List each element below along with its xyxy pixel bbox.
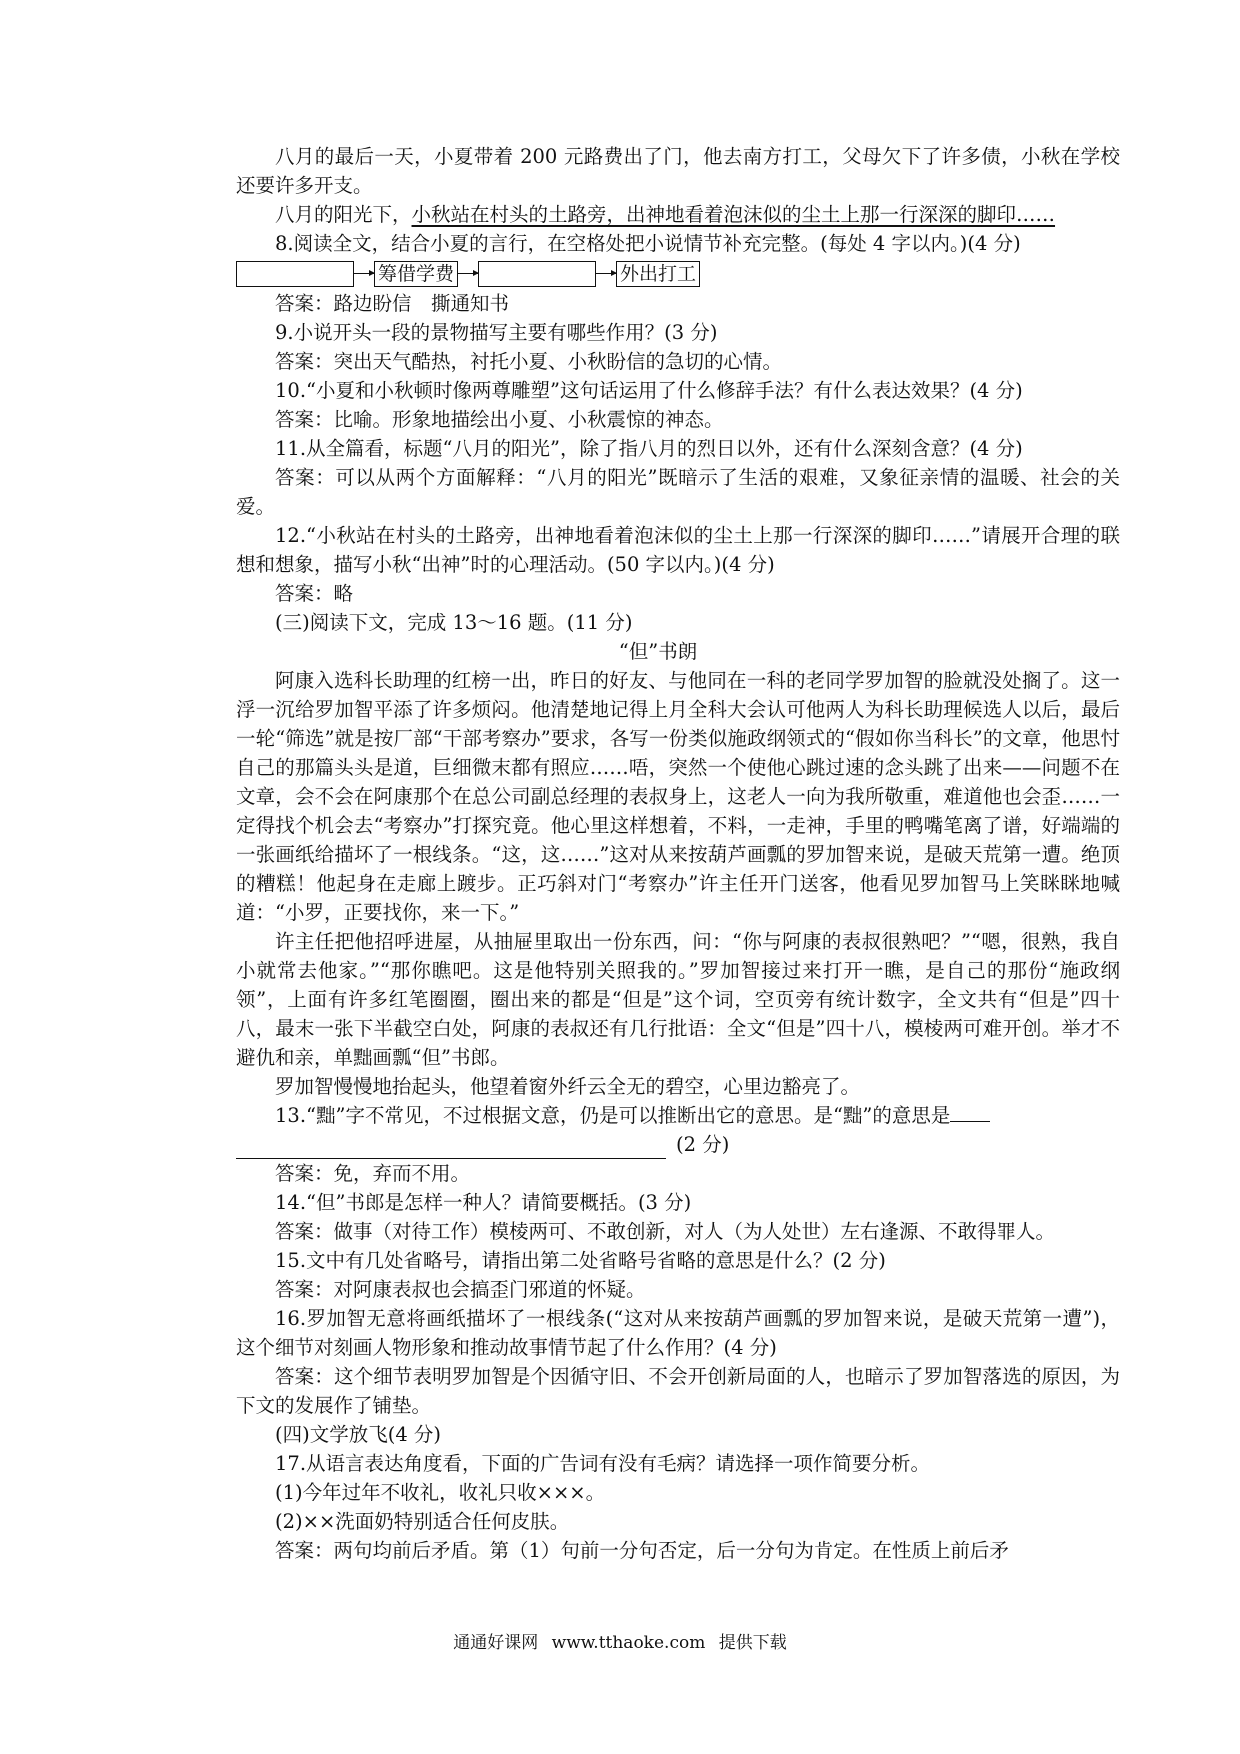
footer-suffix: 提供下载 bbox=[718, 1633, 787, 1653]
story-paragraph bbox=[236, 200, 1120, 229]
footer-url[interactable]: www.tthaoke.com bbox=[551, 1633, 706, 1653]
story-paragraph: 八月的最后一天，小夏带着 200 元路费出了门，他去南方打工，父母欠下了许多债，小秋在学校还要许多开支。 bbox=[236, 145, 1120, 197]
question-13-text: 13.“黜”字不常见，不过根据文意，仍是可以推断出它的意思。是“黜”的意思是 bbox=[275, 1104, 951, 1127]
question-17-item: (1)今年过年不收礼，收礼只收×××。 bbox=[275, 1481, 606, 1504]
question-14: 14.“但”书郎是怎样一种人？请简要概括。(3 分) bbox=[275, 1191, 692, 1214]
question-10: 10.“小夏和小秋顿时像两尊雕塑”这句话运用了什么修辞手法？有什么表达效果？(4 分) bbox=[275, 379, 1023, 402]
answer-13: 答案：免，弃而不用。 bbox=[275, 1162, 471, 1185]
points-label: (2 分) bbox=[676, 1133, 730, 1156]
answer-17: 答案：两句均前后矛盾。第（1）句前一分句否定，后一分句为肯定。在性质上前后矛 bbox=[275, 1539, 1009, 1562]
story-paragraph: 罗加智慢慢地抬起头，他望着窗外纤云全无的碧空，心里边豁亮了。 bbox=[275, 1075, 861, 1098]
answer-16: 答案：这个细节表明罗加智是个因循守旧、不会开创新局面的人，也暗示了罗加智落选的原因，为下文的发展作了铺垫。 bbox=[236, 1365, 1120, 1417]
question-17-item: (2)××洗面奶特别适合任何皮肤。 bbox=[275, 1510, 570, 1533]
answer-8: 答案：路边盼信 撕通知书 bbox=[275, 292, 510, 315]
story-title: “但”书朗 bbox=[618, 640, 698, 663]
answer-12: 答案：略 bbox=[275, 582, 354, 605]
answer-11: 答案：可以从两个方面解释：“八月的阳光”既暗示了生活的艰难，又象征亲情的温暖、社会的关爱。 bbox=[236, 466, 1120, 518]
arrow-icon bbox=[354, 273, 374, 275]
question-16: 16.罗加智无意将画纸描坏了一根线条(“这对从来按葫芦画瓢的罗加智来说，是破天荒第一遭”)，这个细节对刻画人物形象和推动故事情节起了什么作用？(4 分) bbox=[236, 1307, 1120, 1359]
underlined-sentence: 小秋站在村头的土路旁，出神地看着泡沫似的尘土上那一行深深的脚印…… bbox=[411, 203, 1056, 226]
answer-14: 答案：做事（对待工作）模棱两可、不敢创新，对人（为人处世）左右逢源、不敢得罪人。 bbox=[275, 1220, 1056, 1243]
answer-9: 答案：突出天气酷热，衬托小夏、小秋盼信的急切的心情。 bbox=[275, 350, 783, 373]
question-11: 11.从全篇看，标题“八月的阳光”，除了指八月的烈日以外，还有什么深刻含意？(4 分) bbox=[275, 437, 1023, 460]
question-8: 8.阅读全文，结合小夏的言行，在空格处把小说情节补充完整。(每处 4 字以内。)(4 分) bbox=[275, 232, 1021, 255]
story-paragraph: 阿康入选科长助理的红榜一出，昨日的好友、与他同在一科的老同学罗加智的脸就没处搁了。这一浮一沉给罗加智平添了许多烦闷。他清楚地记得上月全科大会认可他两人为科长助理候选人以后，最后一轮“筛选”就是按厂部“干部考察办”要求，各写一份类似施政纲领式的“假如你当科长”的文章，他思忖自己的那篇头头是道，巨细微末都有照应……唔，突然一个使他心跳过速的念头跳了出来——问题不在文章，会不会在阿康那个在总公司副总经理的表叔身上，这老人一向为我所敬重，难道他也会歪……一定得找个机会去“考察办”打探究竟。他心里这样想着，不料，一走神，手里的鸭嘴笔离了谱，好端端的一张画纸给描坏了一根线条。“这，这……”这对从来按葫芦画瓢的罗加智来说，是破天荒第一遭。绝顶的糟糕！他起身在走廊上踱步。正巧斜对门“考察办”许主任开门送客，他看见罗加智马上笑眯眯地喊道：“小罗，正要找你，来一下。” bbox=[236, 669, 1120, 924]
question-12: 12.“小秋站在村头的土路旁，出神地看着泡沫似的尘土上那一行深深的脚印……”请展开合理的联想和想象，描写小秋“出神”时的心理活动。(50 字以内。)(4 分) bbox=[236, 524, 1120, 576]
answer-blank bbox=[236, 1140, 666, 1159]
answer-blank bbox=[950, 1103, 990, 1122]
plot-flowchart bbox=[236, 258, 1120, 289]
answer-blank-line bbox=[236, 1130, 1120, 1159]
question-15: 15.文中有几处省略号，请指出第二处省略号省略的意思是什么？(2 分) bbox=[275, 1249, 886, 1272]
section-3-heading: (三)阅读下文，完成 13～16 题。(11 分) bbox=[275, 611, 633, 634]
arrow-icon bbox=[458, 273, 478, 275]
document-page bbox=[236, 142, 1120, 1565]
question-9: 9.小说开头一段的景物描写主要有哪些作用？(3 分) bbox=[275, 321, 718, 344]
question-17: 17.从语言表达角度看，下面的广告词有没有毛病？请选择一项作简要分析。 bbox=[275, 1452, 931, 1475]
question-13 bbox=[236, 1101, 1120, 1130]
footer-site-name: 通通好课网 bbox=[453, 1633, 539, 1653]
story-text: 八月的阳光下， bbox=[275, 203, 412, 226]
flow-box: 外出打工 bbox=[616, 261, 700, 287]
flow-blank-box bbox=[236, 261, 354, 287]
page-footer bbox=[0, 1628, 1240, 1653]
flow-box: 筹借学费 bbox=[374, 261, 458, 287]
story-paragraph: 许主任把他招呼进屋，从抽屉里取出一份东西，问：“你与阿康的表叔很熟吧？”“嗯，很熟，我自小就常去他家。”“那你瞧吧。这是他特别关照我的。”罗加智接过来打开一瞧，是自己的那份“施政纲领”，上面有许多红笔圈圈，圈出来的都是“但是”这个词，空页旁有统计数字，全文共有“但是”四十八，最末一张下半截空白处，阿康的表叔还有几行批语：全文“但是”四十八，模棱两可难开创。举才不避仇和亲，单黜画瓢“但”书郎。 bbox=[236, 930, 1120, 1069]
answer-10: 答案：比喻。形象地描绘出小夏、小秋震惊的神态。 bbox=[275, 408, 724, 431]
section-4-heading: (四)文学放飞(4 分) bbox=[275, 1423, 442, 1446]
answer-15: 答案：对阿康表叔也会搞歪门邪道的怀疑。 bbox=[275, 1278, 646, 1301]
flow-blank-box bbox=[478, 261, 596, 287]
arrow-icon bbox=[596, 273, 616, 275]
